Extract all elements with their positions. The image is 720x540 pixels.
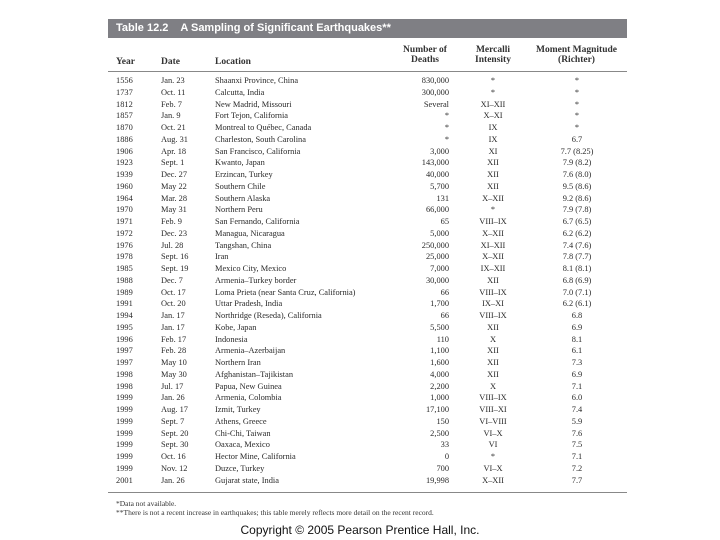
mercalli-cell: IX — [488, 123, 498, 132]
date-cell: Jan. 17 — [161, 311, 185, 320]
location-cell: San Francisco, California — [215, 146, 301, 156]
deaths-cell: 19,998 — [425, 475, 449, 485]
year-cell: 1556 — [116, 76, 133, 85]
year-cell: 1989 — [116, 287, 133, 297]
table-number: Table 12.2 — [116, 22, 169, 34]
header-deaths-line2: Deaths — [411, 55, 439, 65]
table-row — [108, 134, 627, 146]
year-cell: 1976 — [116, 240, 133, 250]
table-row — [108, 110, 627, 122]
table-body — [108, 75, 627, 486]
deaths-cell: 66,000 — [425, 205, 449, 215]
year-cell: 1985 — [116, 264, 133, 273]
magnitude-cell: 5.9 — [571, 416, 583, 426]
date-cell: Jan. 26 — [161, 475, 185, 485]
year-cell: 1999 — [116, 405, 133, 414]
year-cell: 1857 — [116, 111, 133, 121]
table-bottom-rule — [108, 492, 627, 493]
magnitude-cell: * — [574, 123, 580, 132]
table-header — [108, 43, 627, 69]
year-cell: 1886 — [116, 134, 133, 144]
table-row — [108, 122, 627, 134]
location-cell: Tangshan, China — [215, 240, 272, 250]
header-mercalli — [468, 45, 518, 65]
location-cell: Gujarat state, India — [215, 475, 279, 485]
table-row — [108, 381, 627, 393]
header-magnitude — [526, 45, 627, 65]
mercalli-cell: * — [490, 76, 496, 85]
table-row — [108, 392, 627, 404]
table-row — [108, 75, 627, 87]
deaths-cell: 250,000 — [421, 240, 449, 250]
magnitude-cell: 7.9 (8.2) — [562, 158, 592, 168]
magnitude-cell: 8.1 — [571, 334, 583, 344]
date-cell: Sept. 7 — [161, 416, 185, 426]
magnitude-cell: 6.8 (6.9) — [562, 275, 592, 285]
magnitude-cell: 7.3 — [571, 358, 583, 367]
location-cell: Kobe, Japan — [215, 322, 257, 332]
table-row — [108, 475, 627, 487]
mercalli-cell: XI–XII — [480, 240, 506, 250]
date-cell: Sept. 1 — [161, 158, 185, 168]
header-location: Location — [215, 57, 251, 67]
date-cell: Feb. 7 — [161, 99, 182, 109]
header-magnitude-line1: Moment Magnitude — [535, 45, 617, 55]
magnitude-cell: 9.5 (8.6) — [562, 181, 592, 191]
date-cell: Sept. 19 — [161, 264, 189, 273]
year-cell: 2001 — [116, 475, 133, 485]
location-cell: Oaxaca, Mexico — [215, 440, 270, 450]
deaths-cell: Several — [423, 99, 449, 109]
date-cell: Sept. 20 — [161, 428, 189, 438]
deaths-cell: 150 — [436, 416, 449, 426]
location-cell: Erzincan, Turkey — [215, 170, 273, 179]
date-cell: Oct. 11 — [161, 87, 186, 97]
deaths-cell: 5,700 — [430, 181, 449, 191]
deaths-cell: 131 — [436, 193, 449, 203]
location-cell: Managua, Nicaragua — [215, 228, 285, 238]
deaths-cell: 25,000 — [425, 252, 449, 262]
year-cell: 1939 — [116, 170, 133, 179]
date-cell: Jan. 9 — [161, 111, 181, 121]
magnitude-cell: 7.1 — [571, 381, 583, 391]
date-cell: Mar. 28 — [161, 193, 188, 203]
mercalli-cell: X–XII — [482, 228, 504, 238]
location-cell: Indonesia — [215, 334, 248, 344]
table-row — [108, 146, 627, 158]
deaths-cell: 2,200 — [430, 381, 449, 391]
table-row — [108, 169, 627, 181]
deaths-cell: 0 — [444, 452, 449, 461]
year-cell: 1997 — [116, 346, 133, 356]
date-cell: Apr. 18 — [161, 146, 187, 156]
location-cell: Mexico City, Mexico — [215, 264, 287, 273]
deaths-cell: 1,000 — [430, 393, 449, 403]
date-cell: Oct. 21 — [161, 123, 186, 132]
deaths-cell: 3,000 — [430, 146, 449, 156]
mercalli-cell: VI–VIII — [479, 416, 507, 426]
footnote-2: **There is not a recent increase in earthquakes; this table merely reflects more detail on the recent record. — [116, 508, 434, 517]
date-cell: Feb. 17 — [161, 334, 187, 344]
location-cell: San Fernando, California — [215, 217, 300, 226]
footnotes — [116, 499, 434, 517]
location-cell: Athens, Greece — [215, 416, 267, 426]
header-year: Year — [116, 57, 135, 67]
year-cell: 1999 — [116, 393, 133, 403]
magnitude-cell: 7.4 — [571, 405, 583, 414]
date-cell: Oct. 17 — [161, 287, 186, 297]
deaths-cell: 1,600 — [430, 358, 449, 367]
mercalli-cell: VIII–IX — [479, 217, 507, 226]
mercalli-cell: IX–XI — [482, 299, 504, 309]
mercalli-cell: VI–X — [483, 463, 503, 473]
year-cell: 1964 — [116, 193, 133, 203]
mercalli-cell: XII — [487, 369, 499, 379]
table-title: A Sampling of Significant Earthquakes** — [180, 22, 391, 34]
year-cell: 1999 — [116, 452, 133, 461]
date-cell: Nov. 12 — [161, 463, 188, 473]
table-row — [108, 416, 627, 428]
magnitude-cell: 7.1 — [571, 452, 583, 461]
location-cell: Northridge (Reseda), California — [215, 311, 322, 320]
mercalli-cell: IX–XII — [480, 264, 506, 273]
mercalli-cell: XII — [487, 181, 499, 191]
mercalli-cell: IX — [488, 134, 498, 144]
magnitude-cell: 7.9 (7.8) — [562, 205, 592, 215]
magnitude-cell: 6.0 — [571, 393, 583, 403]
mercalli-cell: X–XI — [483, 111, 503, 121]
header-magnitude-line2: (Richter) — [558, 55, 595, 65]
magnitude-cell: * — [574, 111, 580, 121]
table-row — [108, 193, 627, 205]
location-cell: Loma Prieta (near Santa Cruz, California) — [215, 287, 356, 297]
mercalli-cell: * — [490, 205, 496, 215]
table-row — [108, 345, 627, 357]
year-cell: 1995 — [116, 322, 133, 332]
date-cell: Jan. 26 — [161, 393, 185, 403]
deaths-cell: * — [444, 111, 449, 121]
location-cell: Charleston, South Carolina — [215, 134, 306, 144]
deaths-cell: 33 — [440, 440, 449, 450]
mercalli-cell: XI — [488, 146, 498, 156]
mercalli-cell: XII — [487, 358, 499, 367]
table-row — [108, 228, 627, 240]
table-row — [108, 275, 627, 287]
date-cell: Feb. 28 — [161, 346, 187, 356]
magnitude-cell: * — [574, 87, 580, 97]
deaths-cell: 30,000 — [425, 275, 449, 285]
table-row — [108, 263, 627, 275]
table-row — [108, 99, 627, 111]
location-cell: Afghanistan–Tajikistan — [215, 369, 294, 379]
deaths-cell: 40,000 — [425, 170, 449, 179]
table-row — [108, 322, 627, 334]
location-cell: Iran — [215, 252, 229, 262]
table-row — [108, 298, 627, 310]
year-cell: 1999 — [116, 428, 133, 438]
mercalli-cell: XII — [487, 158, 499, 168]
magnitude-cell: 6.7 — [571, 134, 583, 144]
date-cell: Jul. 28 — [161, 240, 184, 250]
year-cell: 1978 — [116, 252, 133, 262]
table-row — [108, 204, 627, 216]
table-row — [108, 439, 627, 451]
header-mercalli-line2: Intensity — [475, 55, 511, 65]
table-row — [108, 334, 627, 346]
mercalli-cell: XII — [487, 346, 499, 356]
deaths-cell: * — [444, 134, 449, 144]
copyright-notice: Copyright © 2005 Pearson Prentice Hall, Inc. — [240, 523, 480, 537]
year-cell: 1923 — [116, 158, 133, 168]
location-cell: Duzce, Turkey — [215, 463, 265, 473]
magnitude-cell: 6.8 — [571, 311, 583, 320]
mercalli-cell: VIII–IX — [479, 287, 507, 297]
year-cell: 1996 — [116, 334, 133, 344]
magnitude-cell: 7.2 — [571, 463, 583, 473]
year-cell: 1991 — [116, 299, 133, 309]
magnitude-cell: * — [574, 99, 580, 109]
mercalli-cell: * — [490, 452, 496, 461]
deaths-cell: * — [444, 123, 449, 132]
mercalli-cell: VIII–XI — [479, 405, 507, 414]
location-cell: Montreal to Québec, Canada — [215, 123, 312, 132]
mercalli-cell: XII — [487, 275, 499, 285]
magnitude-cell: 7.4 (7.6) — [562, 240, 592, 250]
deaths-cell: 110 — [436, 334, 449, 344]
table-row — [108, 404, 627, 416]
location-cell: Armenia–Azerbaijan — [215, 346, 286, 356]
table-row — [108, 157, 627, 169]
table-row — [108, 357, 627, 369]
location-cell: Calcutta, India — [215, 87, 265, 97]
date-cell: Dec. 27 — [161, 170, 188, 179]
mercalli-cell: X–XII — [482, 193, 504, 203]
location-cell: Chi-Chi, Taiwan — [215, 428, 271, 438]
mercalli-cell: VIII–IX — [479, 311, 507, 320]
date-cell: Jan. 23 — [161, 76, 185, 85]
deaths-cell: 5,000 — [430, 228, 449, 238]
deaths-cell: 5,500 — [430, 322, 449, 332]
location-cell: Hector Mine, California — [215, 452, 296, 461]
date-cell: May 31 — [161, 205, 187, 215]
mercalli-cell: XI–XII — [480, 99, 506, 109]
deaths-cell: 66 — [440, 311, 449, 320]
year-cell: 1999 — [116, 463, 133, 473]
date-cell: Sept. 30 — [161, 440, 189, 450]
magnitude-cell: 7.5 — [571, 440, 583, 450]
magnitude-cell: 6.2 (6.2) — [562, 228, 592, 238]
date-cell: Feb. 9 — [161, 217, 182, 226]
magnitude-cell: 6.2 (6.1) — [562, 299, 592, 309]
location-cell: Armenia, Colombia — [215, 393, 282, 403]
magnitude-cell: * — [574, 76, 580, 85]
deaths-cell: 700 — [436, 463, 449, 473]
mercalli-cell: VI–X — [483, 428, 503, 438]
deaths-cell: 66 — [440, 287, 449, 297]
location-cell: Northern Peru — [215, 205, 263, 215]
year-cell: 1737 — [116, 87, 133, 97]
deaths-cell: 300,000 — [421, 87, 449, 97]
mercalli-cell: VI — [488, 440, 498, 450]
year-cell: 1960 — [116, 181, 133, 191]
date-cell: Oct. 20 — [161, 299, 186, 309]
location-cell: Northern Iran — [215, 358, 261, 367]
table-row — [108, 287, 627, 299]
location-cell: Southern Alaska — [215, 193, 271, 203]
deaths-cell: 4,000 — [430, 369, 449, 379]
location-cell: Southern Chile — [215, 181, 266, 191]
location-cell: Armenia–Turkey border — [215, 275, 297, 285]
deaths-cell: 7,000 — [430, 264, 449, 273]
location-cell: Shaanxi Province, China — [215, 76, 299, 85]
header-mercalli-line1: Mercalli — [475, 45, 511, 55]
year-cell: 1999 — [116, 416, 133, 426]
header-deaths-line1: Number of — [403, 45, 447, 55]
date-cell: Jul. 17 — [161, 381, 184, 391]
date-cell: Dec. 7 — [161, 275, 183, 285]
table-title-bar — [108, 19, 627, 38]
year-cell: 1997 — [116, 358, 133, 367]
year-cell: 1998 — [116, 369, 133, 379]
year-cell: 1970 — [116, 205, 133, 215]
header-date: Date — [161, 57, 180, 67]
year-cell: 1988 — [116, 275, 133, 285]
year-cell: 1972 — [116, 228, 133, 238]
year-cell: 1994 — [116, 311, 133, 320]
magnitude-cell: 9.2 (8.6) — [562, 193, 592, 203]
table-row — [108, 428, 627, 440]
location-cell: Kwanto, Japan — [215, 158, 265, 168]
mercalli-cell: * — [490, 87, 496, 97]
magnitude-cell: 7.6 — [571, 428, 583, 438]
magnitude-cell: 7.0 (7.1) — [562, 287, 592, 297]
table-row — [108, 369, 627, 381]
footnote-1: *Data not available. — [116, 499, 177, 508]
year-cell: 1971 — [116, 217, 133, 226]
table-row — [108, 463, 627, 475]
mercalli-cell: X–XII — [482, 475, 504, 485]
mercalli-cell: XII — [487, 322, 499, 332]
date-cell: Jan. 17 — [161, 322, 185, 332]
location-cell: Fort Tejon, California — [215, 111, 288, 121]
location-cell: Papua, New Guinea — [215, 381, 282, 391]
table-row — [108, 216, 627, 228]
magnitude-cell: 6.9 — [571, 369, 583, 379]
table-row — [108, 310, 627, 322]
deaths-cell: 1,700 — [430, 299, 449, 309]
date-cell: May 30 — [161, 369, 187, 379]
mercalli-cell: VIII–IX — [479, 393, 507, 403]
deaths-cell: 143,000 — [421, 158, 449, 168]
table-row — [108, 451, 627, 463]
deaths-cell: 1,100 — [430, 346, 449, 356]
table-row — [108, 251, 627, 263]
deaths-cell: 17,100 — [425, 405, 449, 414]
header-divider — [108, 71, 627, 72]
magnitude-cell: 6.9 — [571, 322, 583, 332]
deaths-cell: 65 — [440, 217, 449, 226]
magnitude-cell: 7.8 (7.7) — [562, 252, 592, 262]
year-cell: 1906 — [116, 146, 133, 156]
magnitude-cell: 6.1 — [571, 346, 583, 356]
year-cell: 1998 — [116, 381, 133, 391]
year-cell: 1870 — [116, 123, 133, 132]
mercalli-cell: X — [489, 334, 497, 344]
magnitude-cell: 7.6 (8.0) — [562, 170, 592, 179]
date-cell: Sept. 16 — [161, 252, 189, 262]
magnitude-cell: 7.7 — [571, 475, 583, 485]
location-cell: Izmit, Turkey — [215, 405, 261, 414]
magnitude-cell: 6.7 (6.5) — [562, 217, 592, 226]
magnitude-cell: 8.1 (8.1) — [562, 264, 592, 273]
mercalli-cell: XII — [487, 170, 499, 179]
date-cell: May 10 — [161, 358, 187, 367]
deaths-cell: 2,500 — [430, 428, 449, 438]
location-cell: New Madrid, Missouri — [215, 99, 292, 109]
deaths-cell: 830,000 — [421, 76, 449, 85]
date-cell: Aug. 17 — [161, 405, 188, 414]
table-row — [108, 240, 627, 252]
mercalli-cell: X — [489, 381, 497, 391]
date-cell: Dec. 23 — [161, 228, 188, 238]
magnitude-cell: 7.7 (8.25) — [560, 146, 594, 156]
mercalli-cell: X–XII — [482, 252, 504, 262]
year-cell: 1812 — [116, 99, 133, 109]
date-cell: Aug. 31 — [161, 134, 188, 144]
year-cell: 1999 — [116, 440, 133, 450]
location-cell: Uttar Pradesh, India — [215, 299, 283, 309]
date-cell: Oct. 16 — [161, 452, 186, 461]
table-row — [108, 87, 627, 99]
header-deaths — [390, 45, 460, 65]
table-row — [108, 181, 627, 193]
date-cell: May 22 — [161, 181, 187, 191]
